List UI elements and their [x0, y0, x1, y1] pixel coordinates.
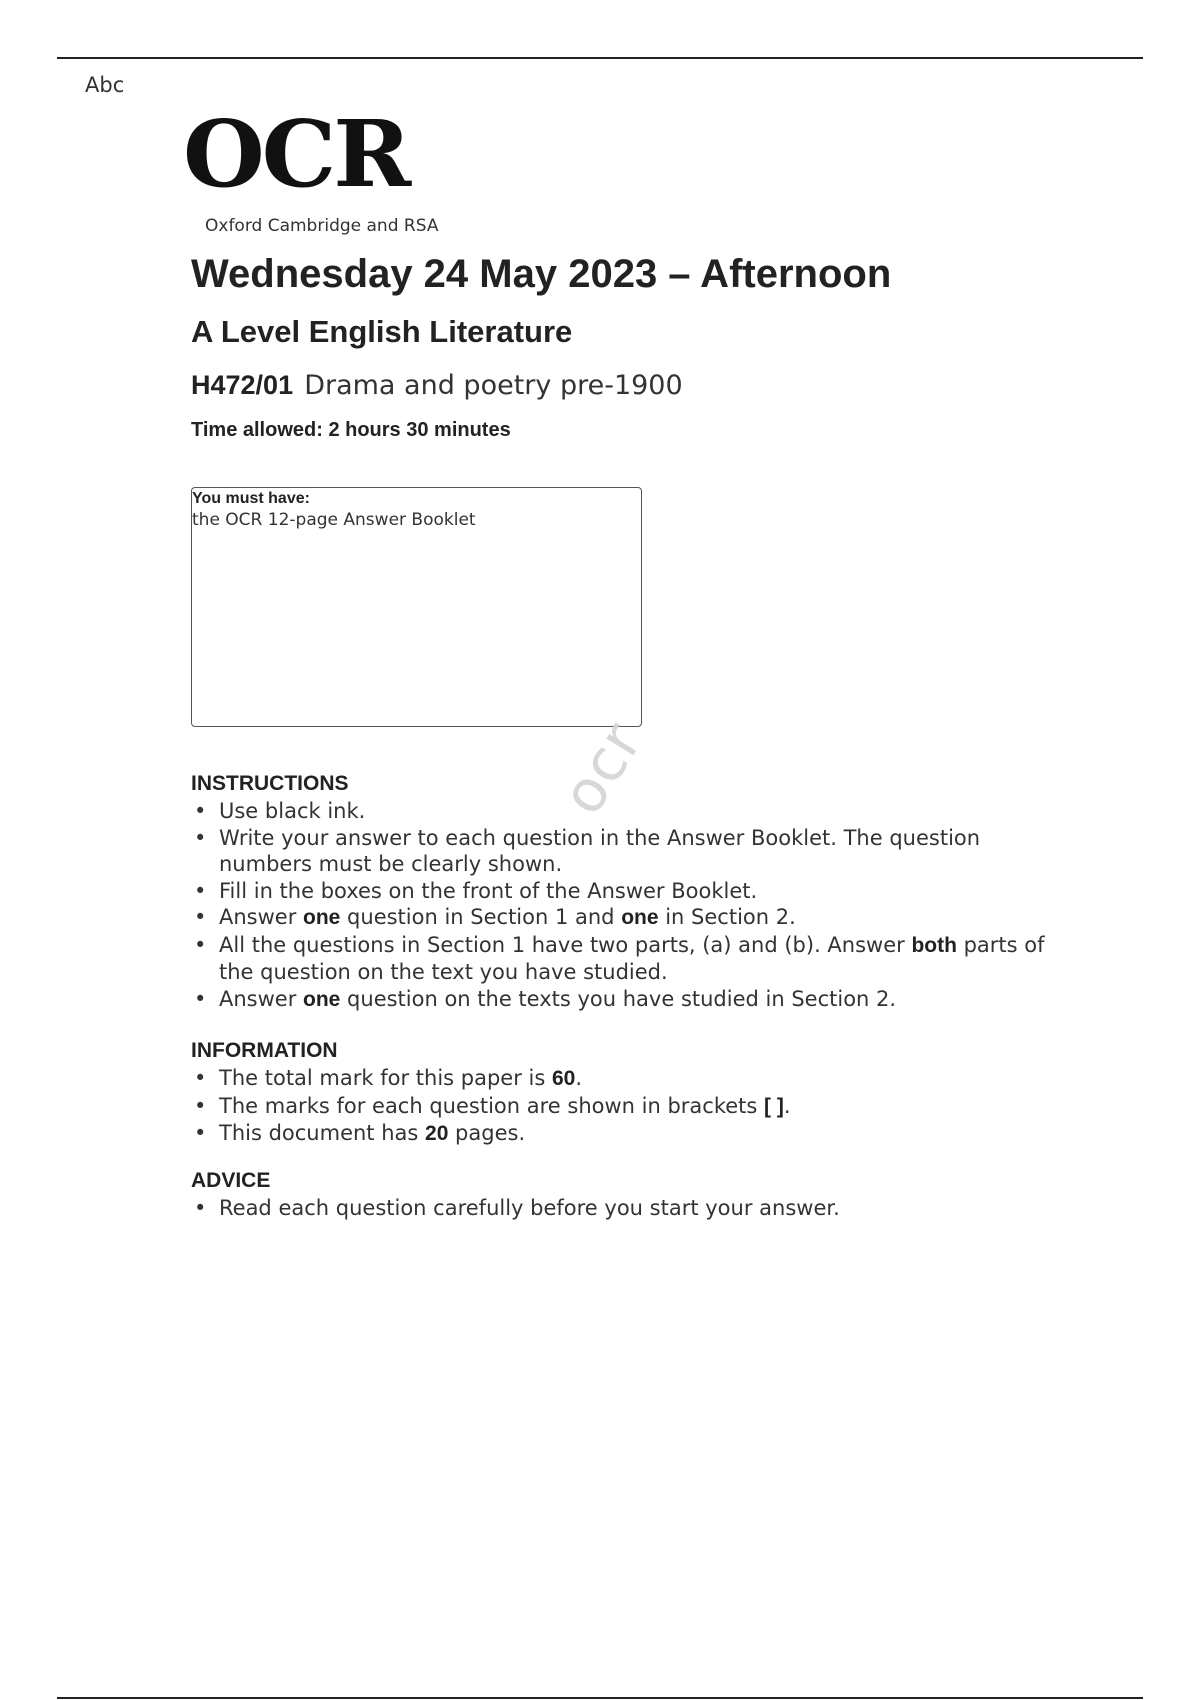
instructions-item	[191, 986, 1051, 1014]
instructions-item	[191, 904, 1051, 932]
item-text: Write your answer to each question in the Answer Booklet. The question numbers must be clearly shown.	[219, 825, 981, 876]
item-text: pages.	[448, 1121, 526, 1145]
emphasis-text: both	[911, 933, 957, 957]
must-have-title: You must have:	[192, 490, 310, 507]
must-have-box	[191, 487, 642, 727]
time-allowed: Time allowed: 2 hours 30 minutes	[191, 419, 511, 441]
bullet-icon: •	[194, 1093, 207, 1118]
instructions-item	[191, 932, 1051, 986]
item-text: This document has	[219, 1121, 426, 1145]
item-text: Use black ink.	[219, 799, 366, 823]
item-text: The marks for each question are shown in brackets	[219, 1093, 765, 1118]
bullet-icon: •	[194, 986, 207, 1011]
information-heading: INFORMATION	[191, 1039, 338, 1062]
bullet-icon: •	[194, 1121, 207, 1145]
bottom-rule	[57, 1697, 1143, 1699]
bullet-icon: •	[194, 799, 207, 823]
item-text: The total mark for this paper is	[219, 1066, 552, 1090]
emphasis-text: 60	[551, 1067, 576, 1090]
bullet-icon: •	[194, 1196, 207, 1220]
bullet-icon: •	[194, 932, 207, 957]
instructions-item	[191, 798, 1051, 825]
emphasis-text: one	[303, 906, 341, 929]
exam-qualification: A Level English Literature	[191, 314, 573, 349]
paper-name: Drama and poetry pre-1900	[304, 370, 683, 401]
top-rule	[57, 57, 1143, 59]
paper-code-line	[191, 370, 683, 401]
must-have-item: the OCR 12-page Answer Booklet	[192, 510, 476, 530]
bullet-icon: •	[194, 1066, 207, 1090]
item-text: Answer	[219, 986, 304, 1011]
instructions-heading: INSTRUCTIONS	[191, 772, 349, 795]
item-text: All the questions in Section 1 have two parts, (a) and (b). Answer	[219, 932, 912, 957]
exam-date-session: Wednesday 24 May 2023 – Afternoon	[191, 252, 892, 296]
item-text: in Section 2.	[658, 905, 796, 929]
item-text: Read each question carefully before you start your answer.	[219, 1196, 840, 1220]
logo-mark: OCR	[183, 100, 409, 208]
advice-heading: ADVICE	[191, 1169, 271, 1192]
information-list	[191, 1065, 1051, 1148]
bullet-icon: •	[194, 905, 207, 929]
logo-subtitle: Oxford Cambridge and RSA	[205, 216, 439, 236]
information-item	[191, 1065, 1051, 1093]
emphasis-text: one	[303, 987, 341, 1011]
item-text: Fill in the boxes on the front of the Answer Booklet.	[219, 878, 758, 903]
information-item	[191, 1093, 1051, 1121]
bullet-icon: •	[194, 878, 207, 903]
information-section	[191, 1039, 1051, 1148]
item-text: parts of the question on the text you have studied.	[219, 932, 1045, 984]
item-text: .	[783, 1093, 791, 1118]
header-tag: Abc	[85, 73, 125, 97]
information-item	[191, 1120, 1051, 1148]
emphasis-text: one	[621, 906, 659, 929]
paper-code: H472/01	[191, 370, 294, 400]
advice-list	[191, 1195, 1051, 1222]
instructions-section	[191, 772, 1051, 1013]
emphasis-text: [ ]	[764, 1094, 784, 1118]
item-text: Answer	[219, 905, 304, 929]
emphasis-text: 20	[425, 1122, 449, 1145]
instructions-item	[191, 878, 1051, 905]
ocr-logo	[183, 100, 439, 236]
instructions-item	[191, 825, 1051, 878]
item-text: question on the texts you have studied in Section 2.	[340, 986, 897, 1011]
watermark: ocr	[548, 710, 656, 827]
bullet-icon: •	[194, 825, 207, 850]
item-text: .	[575, 1066, 583, 1090]
advice-section	[191, 1169, 1051, 1222]
instructions-list	[191, 798, 1051, 1013]
advice-item	[191, 1195, 1051, 1222]
item-text: question in Section 1 and	[340, 905, 622, 929]
